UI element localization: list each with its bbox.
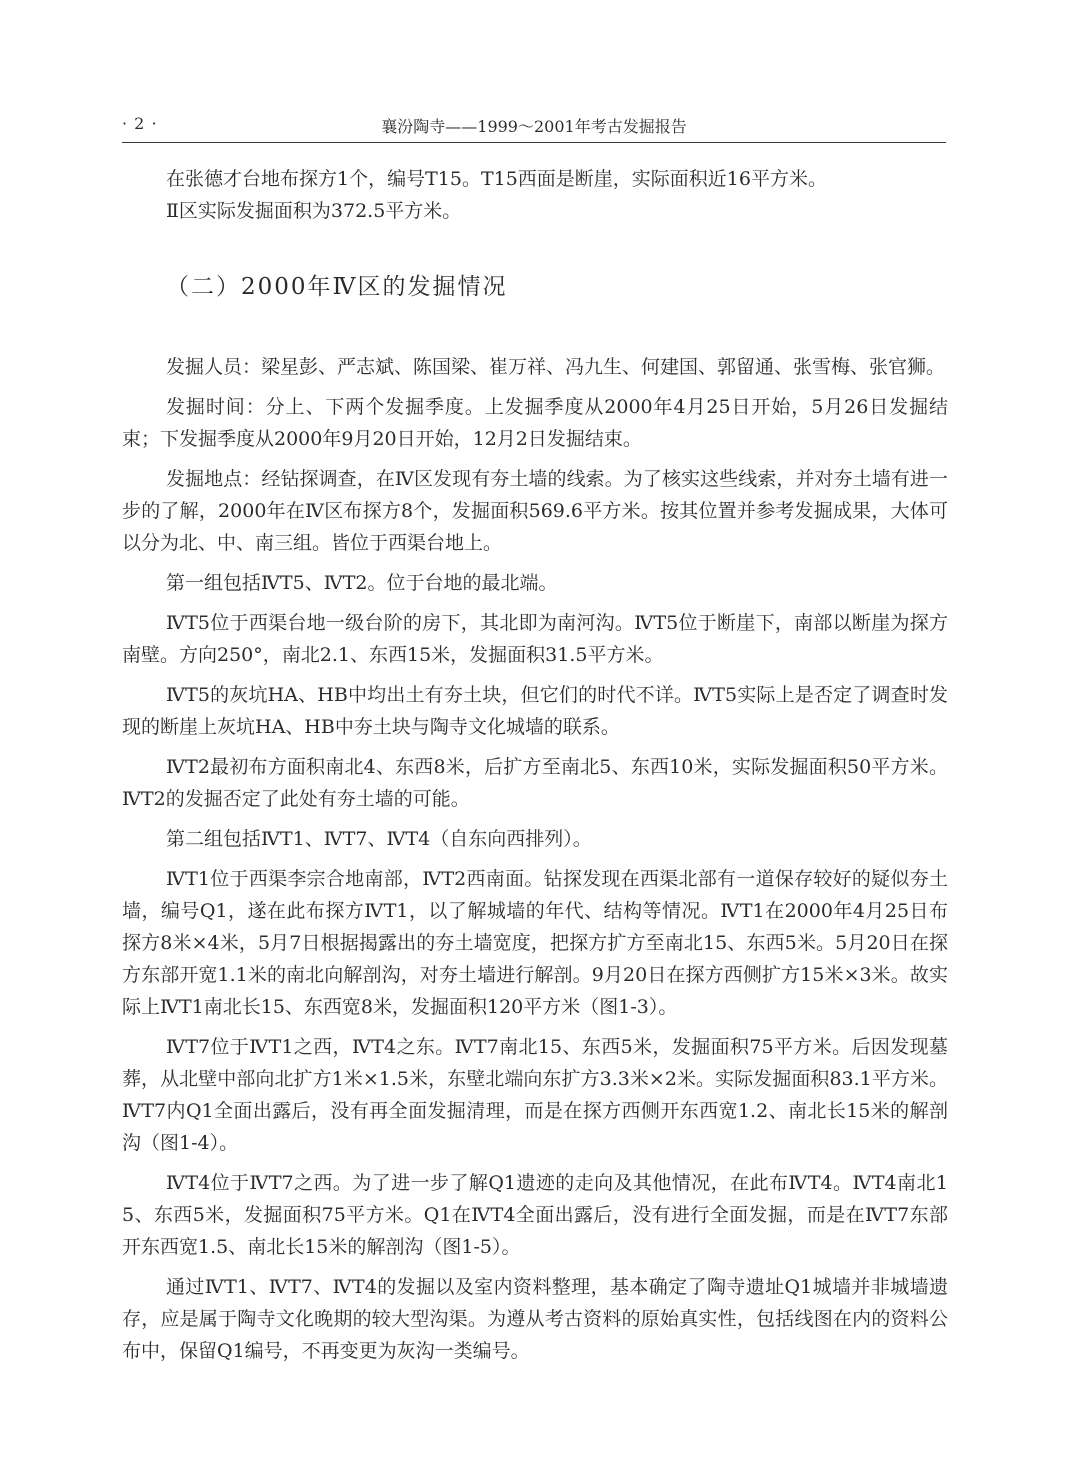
paragraph: ⅣT4位于ⅣT7之西。为了进一步了解Q1遗迹的走向及其他情况，在此布ⅣT4。ⅣT4南北15、东西5米，发掘面积75平方米。Q1在ⅣT4全面出露后，没有进行全面发掘，而是在ⅣT7东部开东西宽1.5、南北长15米的解剖沟（图1-5）。 <box>122 1172 948 1258</box>
paragraph: 第一组包括ⅣT5、ⅣT2。位于台地的最北端。 <box>166 572 558 594</box>
paragraph: 通过ⅣT1、ⅣT7、ⅣT4的发掘以及室内资料整理，基本确定了陶寺遗址Q1城墙并非城墙遗存，应是属于陶寺文化晚期的较大型沟渠。为遵从考古资料的原始真实性，包括线图在内的资料公布中，保留Q1编号，不再变更为灰沟一类编号。 <box>122 1276 948 1362</box>
section-heading: （二）2000年Ⅳ区的发掘情况 <box>166 274 508 300</box>
paragraph: 在张德才台地布探方1个，编号T15。T15西面是断崖，实际面积近16平方米。 <box>166 168 827 190</box>
paragraph: ⅣT5的灰坑HA、HB中均出土有夯土块，但它们的时代不详。ⅣT5实际上是否定了调查时发现的断崖上灰坑HA、HB中夯土块与陶寺文化城墙的联系。 <box>122 684 948 738</box>
paragraph: ⅣT7位于ⅣT1之西，ⅣT4之东。ⅣT7南北15、东西5米，发掘面积75平方米。后因发现墓葬，从北壁中部向北扩方1米×1.5米，东壁北端向东扩方3.3米×2米。实际发掘面积83.1平方米。ⅣT7内Q1全面出露后，没有再全面发掘清理，而是在探方西侧开东西宽1.2、南北长15米的解剖沟（图1-4）。 <box>122 1036 948 1154</box>
running-title: 襄汾陶寺——1999～2001年考古发掘报告 <box>381 117 687 136</box>
running-header <box>122 112 946 143</box>
body-text <box>122 163 948 1367</box>
paragraph: 第二组包括ⅣT1、ⅣT7、ⅣT4（自东向西排列）。 <box>166 828 592 850</box>
paragraph: Ⅱ区实际发掘面积为372.5平方米。 <box>166 200 462 222</box>
paragraph: 发掘人员：梁星彭、严志斌、陈国梁、崔万祥、冯九生、何建国、郭留通、张雪梅、张官狮。 <box>166 356 946 378</box>
page-number: · 2 · <box>122 114 158 133</box>
paragraph: ⅣT5位于西渠台地一级台阶的房下，其北即为南河沟。ⅣT5位于断崖下，南部以断崖为探方南壁。方向250°，南北2.1、东西15米，发掘面积31.5平方米。 <box>122 612 948 666</box>
paragraph: 发掘地点：经钻探调查，在Ⅳ区发现有夯土墙的线索。为了核实这些线索，并对夯土墙有进一步的了解，2000年在Ⅳ区布探方8个，发掘面积569.6平方米。按其位置并参考发掘成果，大体可以分为北、中、南三组。皆位于西渠台地上。 <box>122 468 948 554</box>
paragraph: ⅣT1位于西渠李宗合地南部，ⅣT2西南面。钻探发现在西渠北部有一道保存较好的疑似夯土墙，编号Q1，遂在此布探方ⅣT1，以了解城墙的年代、结构等情况。ⅣT1在2000年4月25日布探方8米×4米，5月7日根据揭露出的夯土墙宽度，把探方扩方至南北15、东西5米。5月20日在探方东部开宽1.1米的南北向解剖沟，对夯土墙进行解剖。9月20日在探方西侧扩方15米×3米。故实际上ⅣT1南北长15、东西宽8米，发掘面积120平方米（图1-3）。 <box>122 868 948 1018</box>
paragraph: ⅣT2最初布方面积南北4、东西8米，后扩方至南北5、东西10米，实际发掘面积50平方米。ⅣT2的发掘否定了此处有夯土墙的可能。 <box>122 756 948 810</box>
paragraph: 发掘时间：分上、下两个发掘季度。上发掘季度从2000年4月25日开始，5月26日发掘结束；下发掘季度从2000年9月20日开始，12月2日发掘结束。 <box>122 396 948 450</box>
